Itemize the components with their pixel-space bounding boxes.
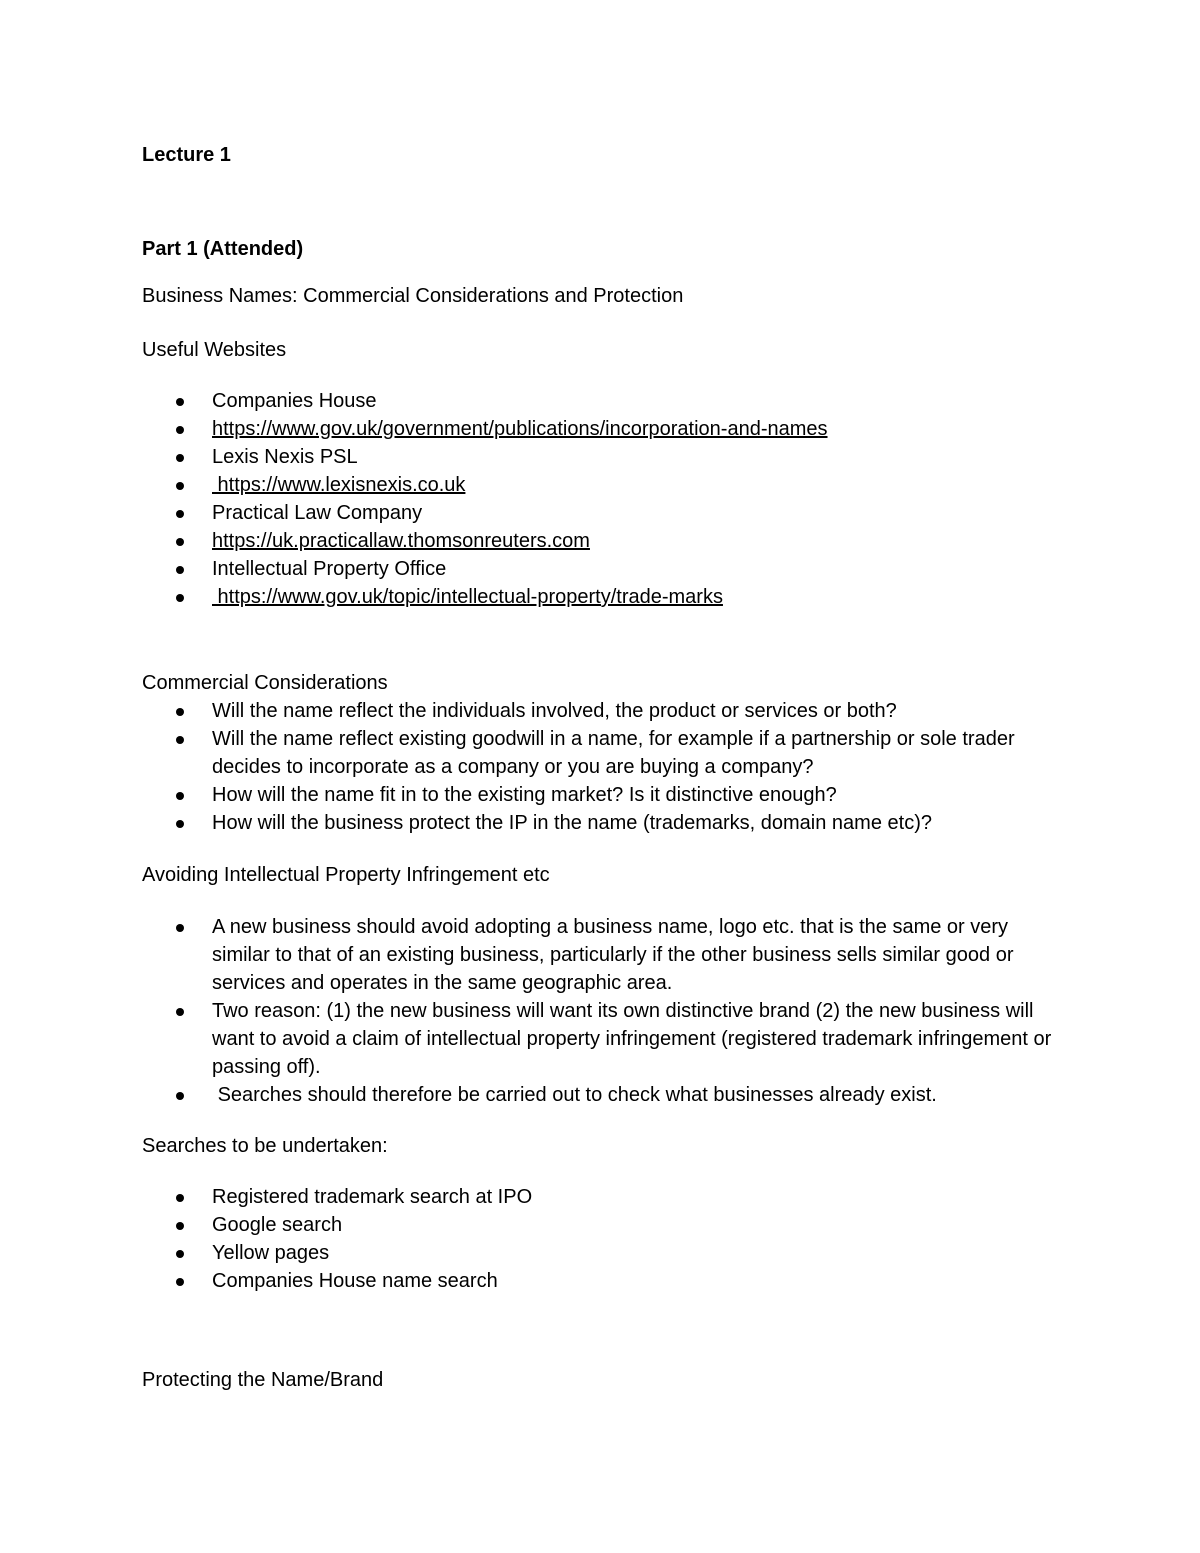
list-item: Lexis Nexis PSL [0, 443, 1052, 471]
practicallaw-link[interactable]: https://uk.practicallaw.thomsonreuters.com [212, 530, 590, 552]
list-item: Yellow pages [0, 1239, 1052, 1267]
searches-list [0, 1183, 1052, 1295]
list-item: Two reason: (1) the new business will want its own distinctive brand (2) the new business will want to avoid a claim of intellectual property infringement (registered trademark infringement or passing off). [0, 997, 1052, 1081]
commercial-considerations-list [0, 697, 1052, 837]
commercial-considerations-heading: Commercial Considerations [142, 672, 388, 694]
list-item: How will the business protect the IP in the name (trademarks, domain name etc)? [0, 809, 1052, 837]
list-item[interactable] [0, 471, 1052, 499]
avoiding-ip-list [0, 913, 1052, 1109]
list-item[interactable] [0, 527, 1052, 555]
list-item[interactable] [0, 415, 1052, 443]
protecting-heading: Protecting the Name/Brand [142, 1369, 384, 1391]
lexisnexis-link[interactable]: https://www.lexisnexis.co.uk [212, 474, 466, 496]
list-item: Companies House name search [0, 1267, 1052, 1295]
list-item: Intellectual Property Office [0, 555, 1052, 583]
list-item: How will the name fit in to the existing market? Is it distinctive enough? [0, 781, 1052, 809]
list-item: Registered trademark search at IPO [0, 1183, 1052, 1211]
gov-uk-trade-marks-link[interactable]: https://www.gov.uk/topic/intellectual-property/trade-marks [212, 586, 723, 608]
list-item[interactable] [0, 583, 1052, 611]
list-item: A new business should avoid adopting a business name, logo etc. that is the same or very similar to that of an existing business, particularly if the other business sells similar good or services and operates in the same geographic area. [0, 913, 1052, 997]
lecture-title: Lecture 1 [142, 144, 231, 166]
document-subtitle: Business Names: Commercial Considerations and Protection [142, 285, 684, 307]
searches-heading: Searches to be undertaken: [142, 1135, 388, 1157]
avoiding-ip-heading: Avoiding Intellectual Property Infringement etc [142, 864, 550, 886]
useful-websites-list [0, 387, 1052, 611]
list-item: Google search [0, 1211, 1052, 1239]
part-heading: Part 1 (Attended) [142, 238, 304, 260]
list-item: Practical Law Company [0, 499, 1052, 527]
useful-websites-heading: Useful Websites [142, 339, 287, 361]
list-item: Companies House [0, 387, 1052, 415]
list-item: Will the name reflect the individuals involved, the product or services or both? [0, 697, 1052, 725]
gov-uk-incorporation-link[interactable]: https://www.gov.uk/government/publications/incorporation-and-names [212, 418, 828, 440]
list-item: Will the name reflect existing goodwill in a name, for example if a partnership or sole trader decides to incorporate as a company or you are buying a company? [0, 725, 1052, 781]
list-item: Searches should therefore be carried out to check what businesses already exist. [0, 1081, 1052, 1109]
